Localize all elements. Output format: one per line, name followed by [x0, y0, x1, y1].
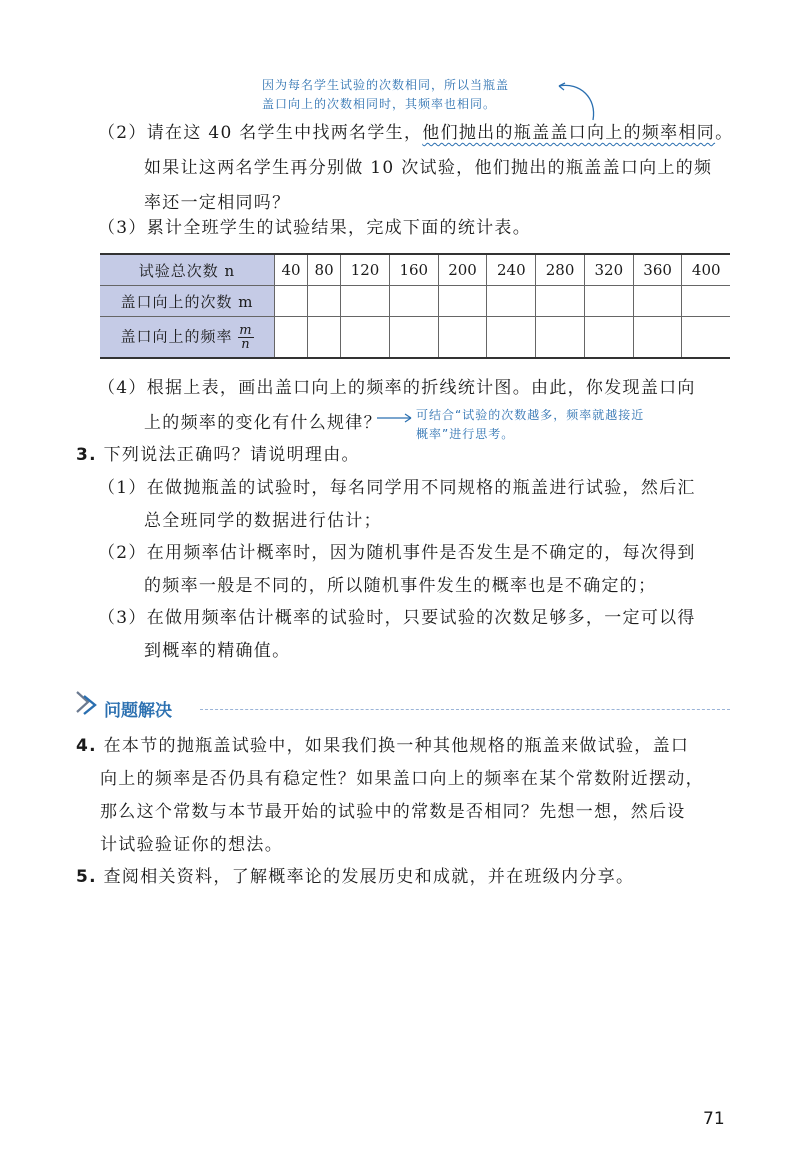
- table-cell-empty: [633, 317, 682, 359]
- exercise-3-text: 下列说法正确吗？请说明理由。: [103, 445, 360, 465]
- exercise-5-text: 查阅相关资料，了解概率论的发展历史和成就，并在班级内分享。: [103, 867, 635, 887]
- table-header-totals: 试验总次数 n: [100, 254, 275, 286]
- table-cell-empty: [584, 317, 633, 359]
- exercise-3-item-1-line1: [98, 473, 696, 498]
- question-4-label: （4）: [98, 378, 147, 398]
- exercise-3-item-1-text: 在做抛瓶盖的试验时，每名同学用不同规格的瓶盖进行试验，然后汇: [146, 478, 696, 498]
- question-2-highlight: 他们抛出的瓶盖盖口向上的频率相同: [422, 123, 716, 143]
- table-cell-empty: [389, 317, 438, 359]
- table-cell-empty: [275, 286, 308, 317]
- exercise-4-line3: 那么这个常数与本节最开始的试验中的常数是否相同？先想一想，然后设: [100, 802, 686, 822]
- exercise-3-item-2-line2: 的频率一般是不同的，所以随机事件发生的概率也是不确定的；: [144, 576, 657, 596]
- table-row-upward-count: [100, 286, 730, 317]
- table-cell-empty: [341, 286, 390, 317]
- table-cell-total: 160: [389, 254, 438, 286]
- exercise-3-item-1-line2: 总全班同学的数据进行估计；: [144, 511, 382, 531]
- question-2-line1: [98, 118, 733, 143]
- margin-note-2: [416, 406, 644, 444]
- table-cell-empty: [536, 286, 585, 317]
- exercise-3-item-3-line2: 到概率的精确值。: [144, 641, 291, 661]
- table-cell-total: 320: [584, 254, 633, 286]
- exercise-3-item-1-label: （1）: [98, 478, 147, 498]
- question-4-text: 根据上表，画出盖口向上的频率的折线统计图。由此，你发现盖口向: [146, 378, 696, 398]
- exercise-4-line2: 向上的频率是否仍具有稳定性？如果盖口向上的频率在某个常数附近摆动，: [100, 769, 704, 789]
- table-header-upward-count: 盖口向上的次数 m: [100, 286, 275, 317]
- table-cell-empty: [438, 286, 487, 317]
- table-row-totals: [100, 254, 730, 286]
- exercise-4-line1: [76, 731, 689, 756]
- table-cell-total: 280: [536, 254, 585, 286]
- table-cell-empty: [487, 286, 536, 317]
- fraction-numerator: m: [239, 322, 253, 338]
- exercise-5-number: 5.: [76, 867, 97, 887]
- table-cell-empty: [308, 286, 341, 317]
- exercise-3-number: 3.: [76, 445, 97, 465]
- exercise-3-item-2-text: 在用频率估计概率时，因为随机事件是否发生是不确定的，每次得到: [146, 543, 696, 563]
- table-cell-empty: [438, 317, 487, 359]
- table-cell-empty: [536, 317, 585, 359]
- question-4-line1: [98, 373, 696, 398]
- question-2-line2: 如果让这两名学生再分别做 10 次试验，他们抛出的瓶盖盖口向上的频: [144, 158, 713, 178]
- table-cell-total: 80: [308, 254, 341, 286]
- question-4-line2: 上的频率的变化有什么规律？: [144, 413, 382, 433]
- exercise-3-item-2-label: （2）: [98, 543, 147, 563]
- table-cell-total: 120: [341, 254, 390, 286]
- fraction-denominator: n: [241, 336, 251, 352]
- table-header-frequency: [100, 317, 275, 359]
- section-title: 问题解决: [104, 701, 172, 721]
- exercise-3-item-3-text: 在做用频率估计概率的试验时，只要试验的次数足够多，一定可以得: [146, 608, 696, 628]
- table-cell-empty: [275, 317, 308, 359]
- question-3: [98, 213, 531, 238]
- margin-note-1-line1: 因为每名学生试验的次数相同，所以当瓶盖: [262, 78, 510, 92]
- table-cell-total: 200: [438, 254, 487, 286]
- exercise-3-item-3-line1: [98, 603, 696, 628]
- exercise-3-title: [76, 440, 360, 465]
- chevron-marker-icon: [74, 688, 100, 718]
- fraction-m-over-n: [238, 324, 253, 351]
- margin-note-2-line2: 概率”进行思考。: [416, 427, 515, 441]
- table-cell-empty: [389, 286, 438, 317]
- table-cell-total: 40: [275, 254, 308, 286]
- margin-note-2-line1: 可结合“试验的次数越多，频率就越接近: [416, 408, 645, 422]
- section-divider: [200, 709, 730, 710]
- margin-note-1: [262, 76, 509, 114]
- table-cell-empty: [633, 286, 682, 317]
- statistics-table: [100, 253, 730, 359]
- exercise-3-item-3-label: （3）: [98, 608, 147, 628]
- exercise-3-item-2-line1: [98, 538, 696, 563]
- question-3-label: （3）: [98, 218, 147, 238]
- table-cell-empty: [308, 317, 341, 359]
- table-cell-empty: [341, 317, 390, 359]
- table-cell-empty: [487, 317, 536, 359]
- table-row-frequency: [100, 317, 730, 359]
- question-2-label: （2）: [98, 123, 147, 143]
- question-2-line3: 率还一定相同吗？: [144, 193, 291, 213]
- question-2-text-c: 。: [715, 123, 734, 143]
- table-cell-total: 400: [682, 254, 730, 286]
- table-cell-total: 240: [487, 254, 536, 286]
- arrow-right-icon: [375, 411, 415, 425]
- frequency-label: 盖口向上的频率: [120, 327, 233, 345]
- table-cell-empty: [584, 286, 633, 317]
- exercise-4-line4: 计试验验证你的想法。: [100, 835, 283, 855]
- page-number: 71: [703, 1109, 725, 1129]
- table-cell-empty: [682, 286, 730, 317]
- exercise-4-number: 4.: [76, 736, 97, 756]
- margin-note-1-line2: 盖口向上的次数相同时，其频率也相同。: [262, 97, 497, 111]
- question-2-text-a: 请在这 40 名学生中找两名学生，: [146, 123, 423, 143]
- table-cell-empty: [682, 317, 730, 359]
- exercise-4-text: 在本节的抛瓶盖试验中，如果我们换一种其他规格的瓶盖来做试验，盖口: [103, 736, 690, 756]
- question-3-text: 累计全班学生的试验结果，完成下面的统计表。: [146, 218, 532, 238]
- exercise-5: [76, 862, 634, 887]
- table-cell-total: 360: [633, 254, 682, 286]
